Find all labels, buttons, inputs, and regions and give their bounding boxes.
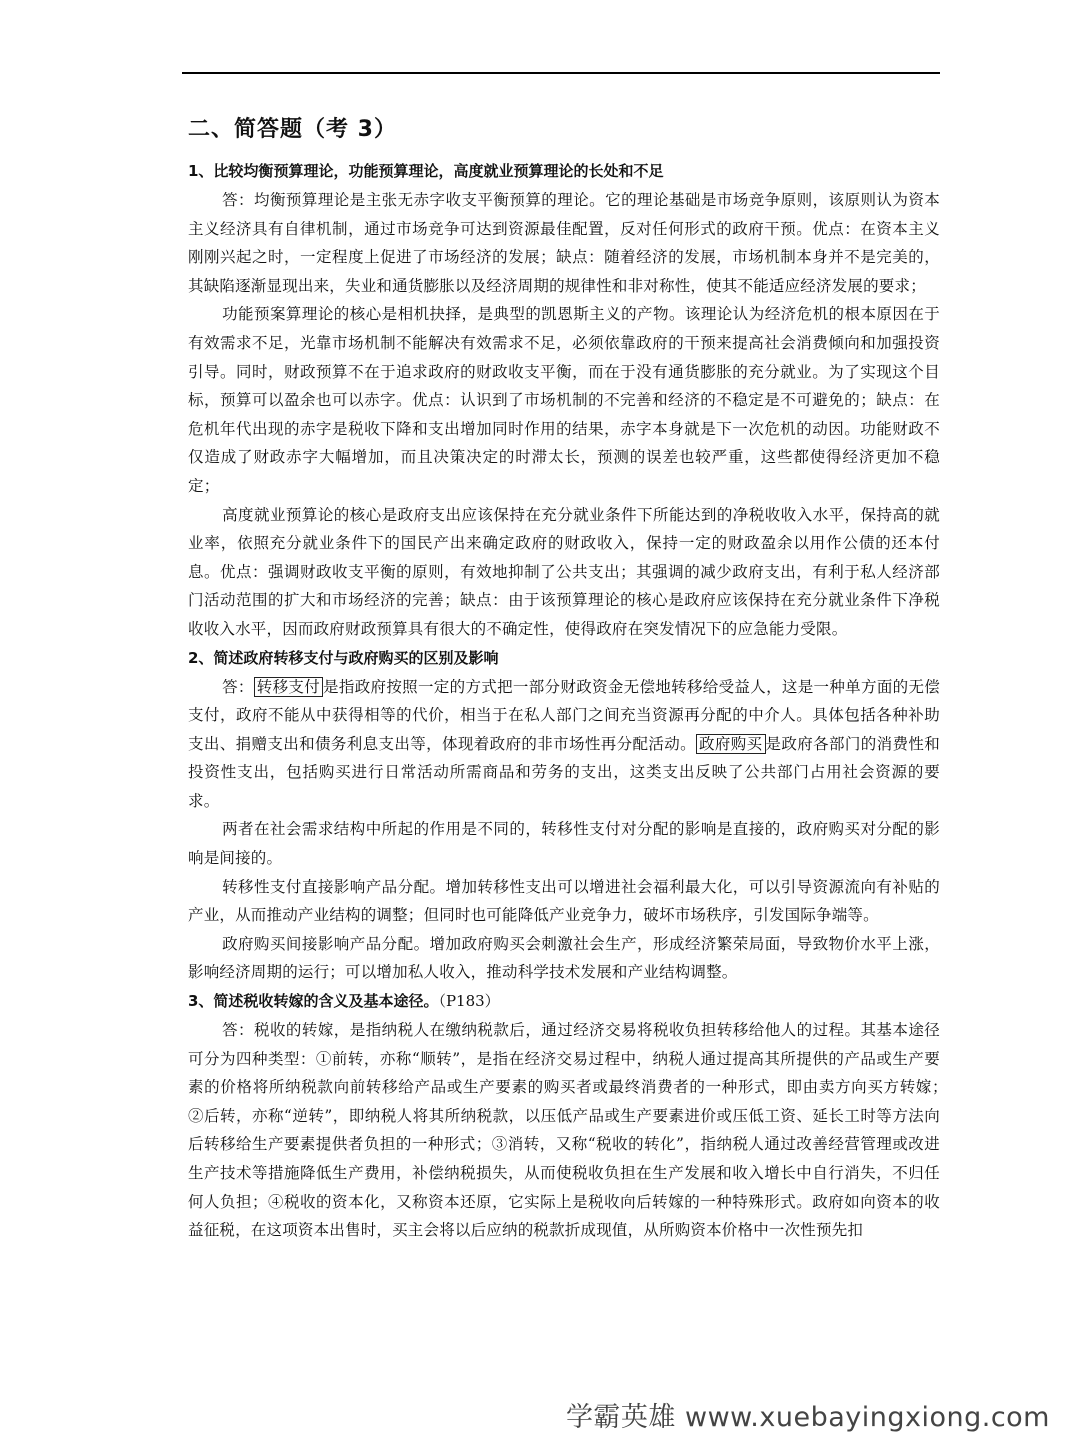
- header-rule: [182, 72, 940, 74]
- question-1-title: 1、比较均衡预算理论，功能预算理论，高度就业预算理论的长处和不足: [188, 162, 664, 180]
- question-2-title: 2、简述政府转移支付与政府购买的区别及影响: [188, 648, 499, 667]
- question-1-answer-para-3: 高度就业预算论的核心是政府支出应该保持在充分就业条件下所能达到的净税收收入水平，保持高的就业率，依照充分就业条件下的国民产出来确定政府的财政收入，保持一定的财政盈余以用作公债的还本付息。优点：强调财政收支平衡的原则，有效地抑制了公共支出；其强调的减少政府支出，有利于私人经济部门活动范围的扩大和市场经济的完善；缺点：由于该预算理论的核心是政府应该保持在充分就业条件下净税收收入水平，因而政府财政预算具有很大的不确定性，使得政府在突发情况下的应急能力受限。: [188, 505, 940, 638]
- section-title: 二、简答题（考 3）: [188, 117, 397, 142]
- term-government-purchase: 政府购买: [696, 734, 766, 754]
- question-1-answer-para-2: 功能预案算理论的核心是相机抉择，是典型的凯恩斯主义的产物。该理论认为经济危机的根本原因在于有效需求不足，光靠市场机制不能解决有效需求不足，必须依靠政府的干预来提高社会消费倾向和加强投资引导。同时，财政预算不在于追求政府的财政收支平衡，而在于没有通货膨胀的充分就业。为了实现这个目标，预算可以盈余也可以赤字。优点：认识到了市场机制的不完善和经济的不稳定是不可避免的；缺点：在危机年代出现的赤字是税收下降和支出增加同时作用的结果，赤字本身就是下一次危机的动因。功能财政不仅造成了财政赤字大幅增加，而且决策决定的时滞太长，预测的误差也较严重，这些都使得经济更加不稳定；: [188, 305, 940, 495]
- question-3-title: [188, 987, 940, 1016]
- site-watermark: 学霸英雄 www.xuebayingxiong.com: [565, 1402, 1050, 1433]
- term-transfer-payment: 转移支付: [254, 677, 323, 697]
- document-body: [188, 112, 956, 1245]
- question-1-answer-para-1: 答：均衡预算理论是主张无赤字收支平衡预算的理论。它的理论基础是市场竞争原则，该原则认为资本主义经济具有自律机制，通过市场竞争可达到资源最佳配置，反对任何形式的政府干预。优点：在资本主义刚刚兴起之时，一定程度上促进了市场经济的发展；缺点：随着经济的发展，市场机制本身并不是完美的，其缺陷逐渐显现出来，失业和通货膨胀以及经济周期的规律性和非对称性，使其不能适应经济发展的要求；: [188, 191, 940, 295]
- question-3-title-text: 3、简述税收转嫁的含义及基本途径。: [188, 992, 439, 1011]
- question-2-answer-para-3: 转移性支付直接影响产品分配。增加转移性支出可以增进社会福利最大化，可以引导资源流向有补贴的产业，从而推动产业结构的调整；但同时也可能降低产业竞争力，破坏市场秩序，引发国际争端等。: [188, 877, 940, 925]
- question-3-answer-para-1: 答：税收的转嫁，是指纳税人在缴纳税款后，通过经济交易将税收负担转移给他人的过程。其基本途径可分为四种类型：①前转，亦称“顺转”，是指在经济交易过程中，纳税人通过提高其所提供的产品或生产要素的价格将所纳税款向前转移给产品或生产要素的购买者或最终消费者的一种形式，即由卖方向买方转嫁； ②后转，亦称“逆转”，即纳税人将其所纳税款，以压低产品或生产要素进价或压低工资、延长工时等方法向后转移给生产要素提供者负担的一种形式；③消转，又称“税收的转化”，指纳税人通过改善经营管理或改进生产技术等措施降低生产费用，补偿纳税损失，从而使税收负担在生产发展和收入增长中自行消失，不归任何人负担；④税收的资本化，又称资本还原，它实际上是税收向后转嫁的一种特殊形式。政府如向资本的收益征税，在这项资本出售时，买主会将以后应纳的税款折成现值，从所购资本价格中一次性预先扣: [188, 1021, 956, 1240]
- question-2-answer-para-1: [188, 673, 940, 816]
- page-reference: （P183）: [438, 992, 500, 1011]
- question-2-answer-para-2: 两者在社会需求结构中所起的作用是不同的，转移性支付对分配的影响是直接的，政府购买对分配的影响是间接的。: [188, 820, 940, 868]
- question-2-answer-para-4: 政府购买间接影响产品分配。增加政府购买会刺激社会生产，形成经济繁荣局面，导致物价水平上涨，影响经济周期的运行；可以增加私人收入，推动科学技术发展和产业结构调整。: [188, 934, 940, 982]
- answer-prefix: 答：: [222, 677, 254, 696]
- answer-text: 是指政府按照一定的方式把一部分财政资金无偿地转移给受益人，这是一种单方面的无偿支付，政府不能从中获得相等的代价，相当于在私人部门之间充当资源再分配的中介人。具体包括各种补助支出、捐赠支出和债务利息支出等，体现着政府的非市场性再分配活动。: [188, 677, 940, 753]
- answer-text: 是政府各部门的消费性和投资性支出，包括购买进行日常活动所需商品和劳务的支出，这类支出反映了公共部门占用社会资源的要求。: [188, 734, 941, 810]
